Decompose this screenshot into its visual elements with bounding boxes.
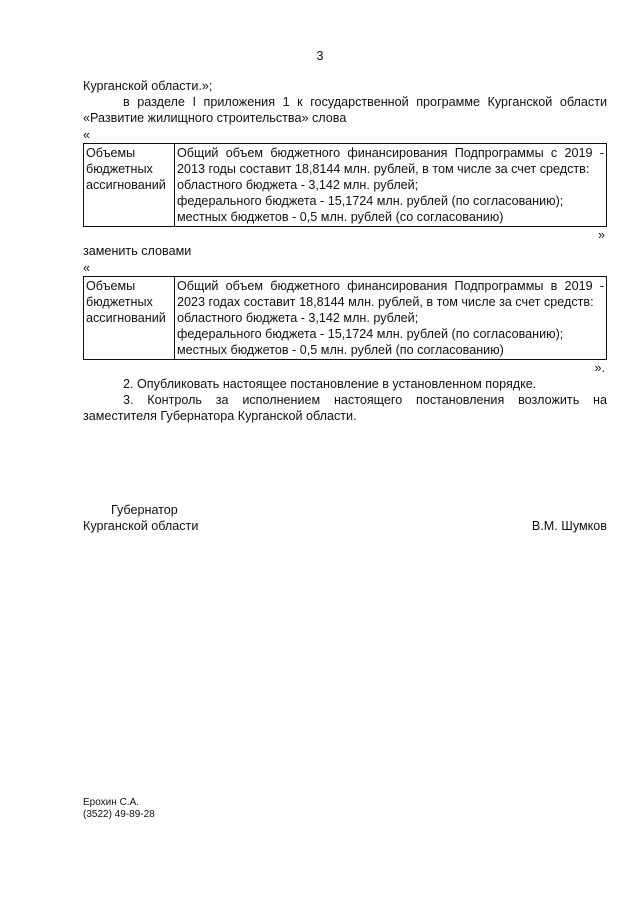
old-table-text — [175, 144, 607, 227]
old-budget-table — [83, 143, 607, 227]
item-2: 2. Опубликовать настоящее постановление в установленном порядке. — [123, 377, 537, 391]
new-table-line: федерального бюджета - 15,1724 млн. рублей (по согласованию); — [177, 327, 564, 341]
signature-row — [83, 518, 607, 534]
quote-open: « — [83, 261, 91, 275]
intro-line: Курганской области.»; — [83, 79, 213, 93]
new-table-text — [175, 277, 607, 360]
new-table-line: местных бюджетов - 0,5 млн. рублей (по согласованию) — [177, 343, 504, 357]
section-text: в разделе I приложения 1 к государственной программе Курганской области «Развитие жилищного строительства» слова — [83, 95, 607, 125]
new-table-line: Общий объем бюджетного финансирования Подпрограммы в 2019 - 2023 годах составит 18,8144 млн. рублей, в том числе за счет средств: — [177, 279, 604, 309]
old-table-line: местных бюджетов - 0,5 млн. рублей (со согласованию) — [177, 210, 504, 224]
signature-block — [83, 502, 607, 534]
document-body — [83, 78, 607, 424]
item-3: 3. Контроль за исполнением настоящего постановления возложить на заместителя Губернатора Курганской области. — [83, 393, 607, 423]
signature-name: В.М. Шумков — [531, 519, 607, 533]
old-table-line: федерального бюджета - 15,1724 млн. рублей (по согласованию); — [177, 194, 564, 208]
quote-close: » — [597, 228, 605, 242]
signature-region: Курганской области — [83, 519, 199, 533]
footer-author: Ерохин С.А. — [83, 797, 140, 808]
signature-title: Губернатор — [111, 503, 178, 517]
old-table-label: Объемы бюджетных ассигнований — [84, 144, 175, 227]
quote-open: « — [83, 128, 91, 142]
quote-close-final: ». — [594, 361, 605, 375]
old-table-line: Общий объем бюджетного финансирования Подпрограммы с 2019 - 2013 годы составит 18,8144 млн. рублей, в том числе за счет средств: — [177, 146, 604, 176]
new-table-line: областного бюджета - 3,142 млн. рублей; — [177, 311, 419, 325]
footer-phone: (3522) 49-89-28 — [83, 809, 155, 820]
new-budget-table — [83, 276, 607, 360]
replace-text: заменить словами — [83, 244, 192, 258]
old-table-line: областного бюджета - 3,142 млн. рублей; — [177, 178, 419, 192]
page-number: 3 — [316, 49, 324, 63]
footer — [83, 797, 155, 821]
new-table-label: Объемы бюджетных ассигнований — [84, 277, 175, 360]
